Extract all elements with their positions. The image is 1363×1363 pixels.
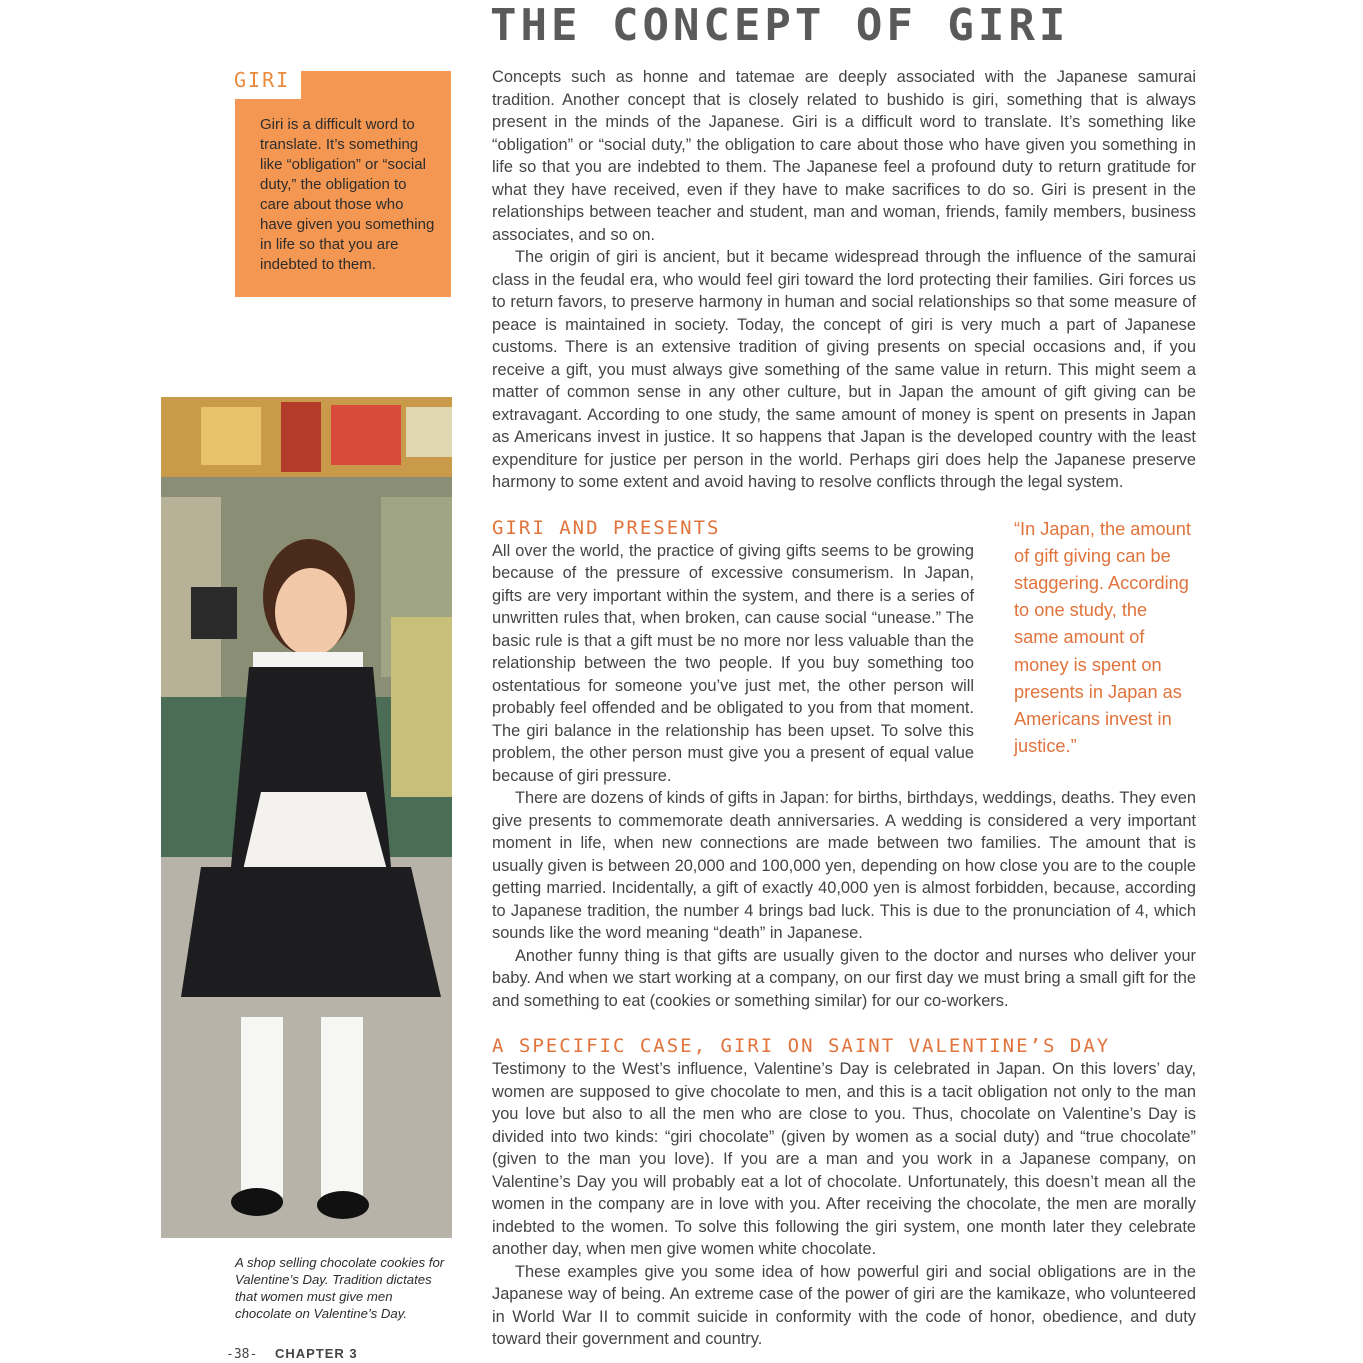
sidebar-label: GIRI <box>234 68 291 92</box>
paragraph: Concepts such as honne and tatemae are deeply associated with the Japanese samurai tradition. Another concept that is closely related to bushido is giri, something that is always present in the minds of the Japanese. Giri is a difficult word to translate. It’s something like “obligation” or “social duty,” the obligation to care about those who have given you something in life so that you are indebted to them. The Japanese feel a profound duty to return gratitude for what they have received, even if they have to make sacrifices to do so. Giri is present in the relationships between teacher and student, man and woman, friends, family members, business associates, and so on. <box>492 68 1196 244</box>
section-heading: GIRI AND PRESENTS <box>492 516 721 539</box>
paragraph: The origin of giri is ancient, but it became widespread through the influence of the samurai class in the feudal era, who would feel giri toward the lord protecting their families. Giri forces us to return favors, to preserve harmony in human and social relationships so that some measure of peace is maintained in society. Today, the concept of giri is very much a part of Japanese customs. There is an extensive tradition of giving presents on special occasions and, if you receive a gift, you must always give something of the same value in return. This might seem a matter of common sense in any other culture, but in Japan the amount of gift giving can be extravagant. According to one study, the same amount of money is spent on presents in Japan as Americans invest in justice. It so happens that Japan is the developed country with the least expenditure for justice per person in the world. Perhaps giri does help the Japanese preserve harmony to some extent and avoid having to resolve conflicts through the legal system. <box>492 248 1196 491</box>
paragraph: All over the world, the practice of giving gifts seems to be growing because of the pressure of excessive consumerism. In Japan, gifts are very important within the system, and there is a series of unwritten rules that, when broken, can cause social “unease.” The basic rule is that a gift must be no more nor less valuable than the relationship between the two people. If you buy something too ostentatious for someone you’ve just met, the other person will probably feel offended and be obligated to you from that moment. The giri balance in the relationship has been upset. To solve this problem, the other person must give you a present of equal value because of giri pressure. <box>492 541 974 785</box>
page-number: -38- <box>226 1347 258 1362</box>
paragraph: Another funny thing is that gifts are usually given to the doctor and nurses who deliver your baby. And when we start working at a company, on our first day we must bring a small gift for the and something to eat (cookies or something similar) for our co-workers. <box>492 946 1196 1010</box>
pull-quote: “In Japan, the amount of gift giving can be staggering. According to one study, the same amount of money is spent on presents in Japan as Americans invest in justice.” <box>1014 518 1191 757</box>
page-title: THE CONCEPT OF GIRI <box>490 0 1070 51</box>
section-heading: A SPECIFIC CASE, GIRI ON SAINT VALENTINE’S DAY <box>492 1035 1111 1057</box>
shop-photo <box>161 397 452 1238</box>
chapter-label: CHAPTER 3 <box>274 1346 358 1361</box>
main-column <box>492 66 1196 1351</box>
page-footer <box>226 1346 358 1362</box>
paragraph: There are dozens of kinds of gifts in Japan: for births, birthdays, weddings, deaths. They even give presents to commemorate death anniversaries. A wedding is considered a very important moment in life, when new connections are made between two families. The amount that is usually given is between 20,000 and 100,000 yen, depending on how close you are to the couple getting married. Incidentally, a gift of exactly 40,000 yen is almost forbidden, because, according to Japanese tradition, the number 4 brings bad luck. This is due to the pronunciation of 4, which sounds like the word meaning “death” in Japanese. <box>492 789 1196 942</box>
sidebar-box <box>235 71 451 297</box>
photo-caption: A shop selling chocolate cookies for Valentine’s Day. Tradition dictates that women must give men chocolate on Valentine’s Day. <box>235 1255 445 1321</box>
sidebar-text: Giri is a difficult word to translate. It’s something like “obligation” or “social duty,” the obligation to care about those who have given you something in life so that you are indebted to them. <box>260 116 435 273</box>
paragraph: These examples give you some idea of how powerful giri and social obligations are in the Japanese way of being. An extreme case of the power of giri are the kamikaze, who volunteered in World War II to commit suicide in conformity with the code of honor, obedience, and duty toward their government and country. <box>492 1262 1196 1348</box>
paragraph: Testimony to the West’s influence, Valentine’s Day is celebrated in Japan. On this lovers’ day, women are supposed to give chocolate to men, and this is a tacit obligation not only to the man you love but also to all the men who are close to you. Thus, chocolate on Valentine’s Day is divided into two kinds: “giri chocolate” (given by women as a social duty) and “true chocolate” (given to the man you love). If you are a man and you work in a Japanese company, on Valentine’s Day you will probably eat a lot of chocolate. Unfortunately, this doesn’t mean all the women in the company are in love with you. After receiving the chocolate, the men are morally indebted to the women. To solve this following the giri system, one month later they celebrate another day, when men give women white chocolate. <box>492 1060 1196 1258</box>
